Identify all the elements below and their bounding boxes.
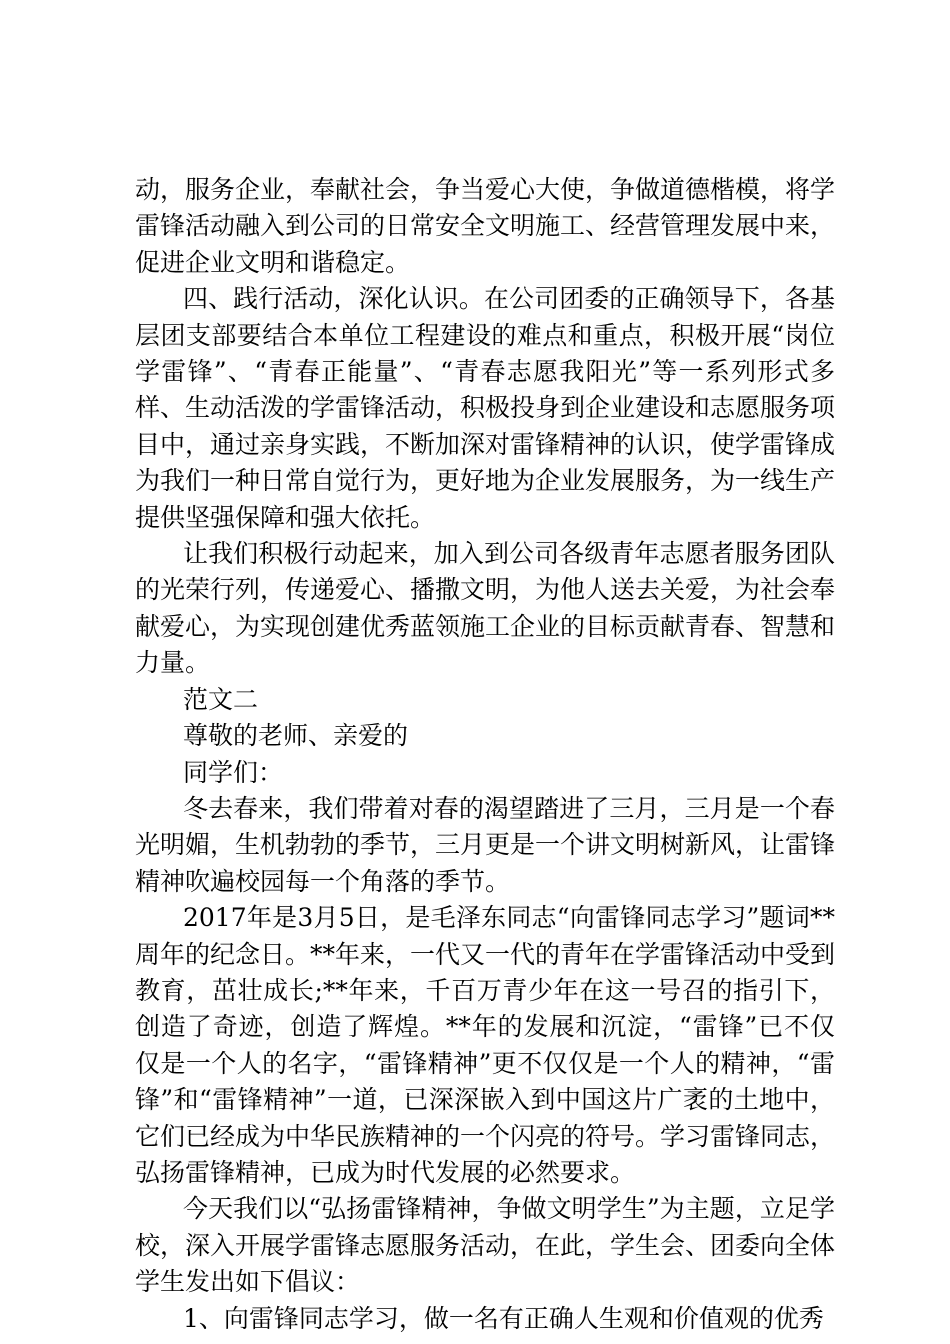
paragraph-anniversary: 2017年是3月5日，是毛泽东同志“向雷锋同志学习”题词**周年的纪念日。**年来，一代又一代的青年在学雷锋活动中受到教育，茁壮成长;**年来，千百万青少年在这一号召的指引下，创造了奇迹，创造了辉煌。**年的发展和沉淀，“雷锋”已不仅仅是一个人的名字，“雷锋精神”更不仅仅是一个人的精神，“雷锋”和“雷锋精神”一道，已深深嵌入到中国这片广袤的土地中，它们已经成为中华民族精神的一个闪亮的符号。学习雷锋同志，弘扬雷锋精神，已成为时代发展的必然要求。 bbox=[135, 903, 836, 1187]
paragraph-proposal-one: 1、向雷锋同志学习，做一名有正确人生观和价值观的优秀 bbox=[183, 1303, 824, 1333]
salutation-line-1: 尊敬的老师、亲爱的 bbox=[183, 721, 409, 751]
paragraph-call-to-action: 让我们积极行动起来，加入到公司各级青年志愿者服务团队的光荣行列，传递爱心、播撒文明，为他人送去关爱，为社会奉献爱心，为实现创建优秀蓝领施工企业的目标贡献青春、智慧和力量。 bbox=[135, 539, 836, 678]
salutation-line-2: 同学们： bbox=[183, 757, 284, 787]
sample-heading: 范文二 bbox=[183, 684, 259, 714]
paragraph-theme: 今天我们以“弘扬雷锋精神，争做文明学生”为主题，立足学校，深入开展学雷锋志愿服务活动，在此，学生会、团委向全体学生发出如下倡议： bbox=[135, 1194, 836, 1297]
paragraph-spring-intro: 冬去春来，我们带着对春的渴望踏进了三月，三月是一个春光明媚，生机勃勃的季节，三月更是一个讲文明树新风，让雷锋精神吹遍校园每一个角落的季节。 bbox=[135, 793, 836, 896]
paragraph-continuation: 动，服务企业，奉献社会，争当爱心大使，争做道德楷模，将学雷锋活动融入到公司的日常安全文明施工、经营管理发展中来，促进企业文明和谐稳定。 bbox=[135, 175, 836, 277]
document-body bbox=[135, 172, 835, 1337]
paragraph-section-four: 四、践行活动，深化认识。在公司团委的正确领导下，各基层团支部要结合本单位工程建设的难点和重点，积极开展“岗位学雷锋”、“青春正能量”、“青春志愿我阳光”等一系列形式多样、生动活泼的学雷锋活动，积极投身到企业建设和志愿服务项目中，通过亲身实践，不断加深对雷锋精神的认识，使学雷锋成为我们一种日常自觉行为，更好地为企业发展服务，为一线生产提供坚强保障和强大依托。 bbox=[135, 284, 836, 532]
